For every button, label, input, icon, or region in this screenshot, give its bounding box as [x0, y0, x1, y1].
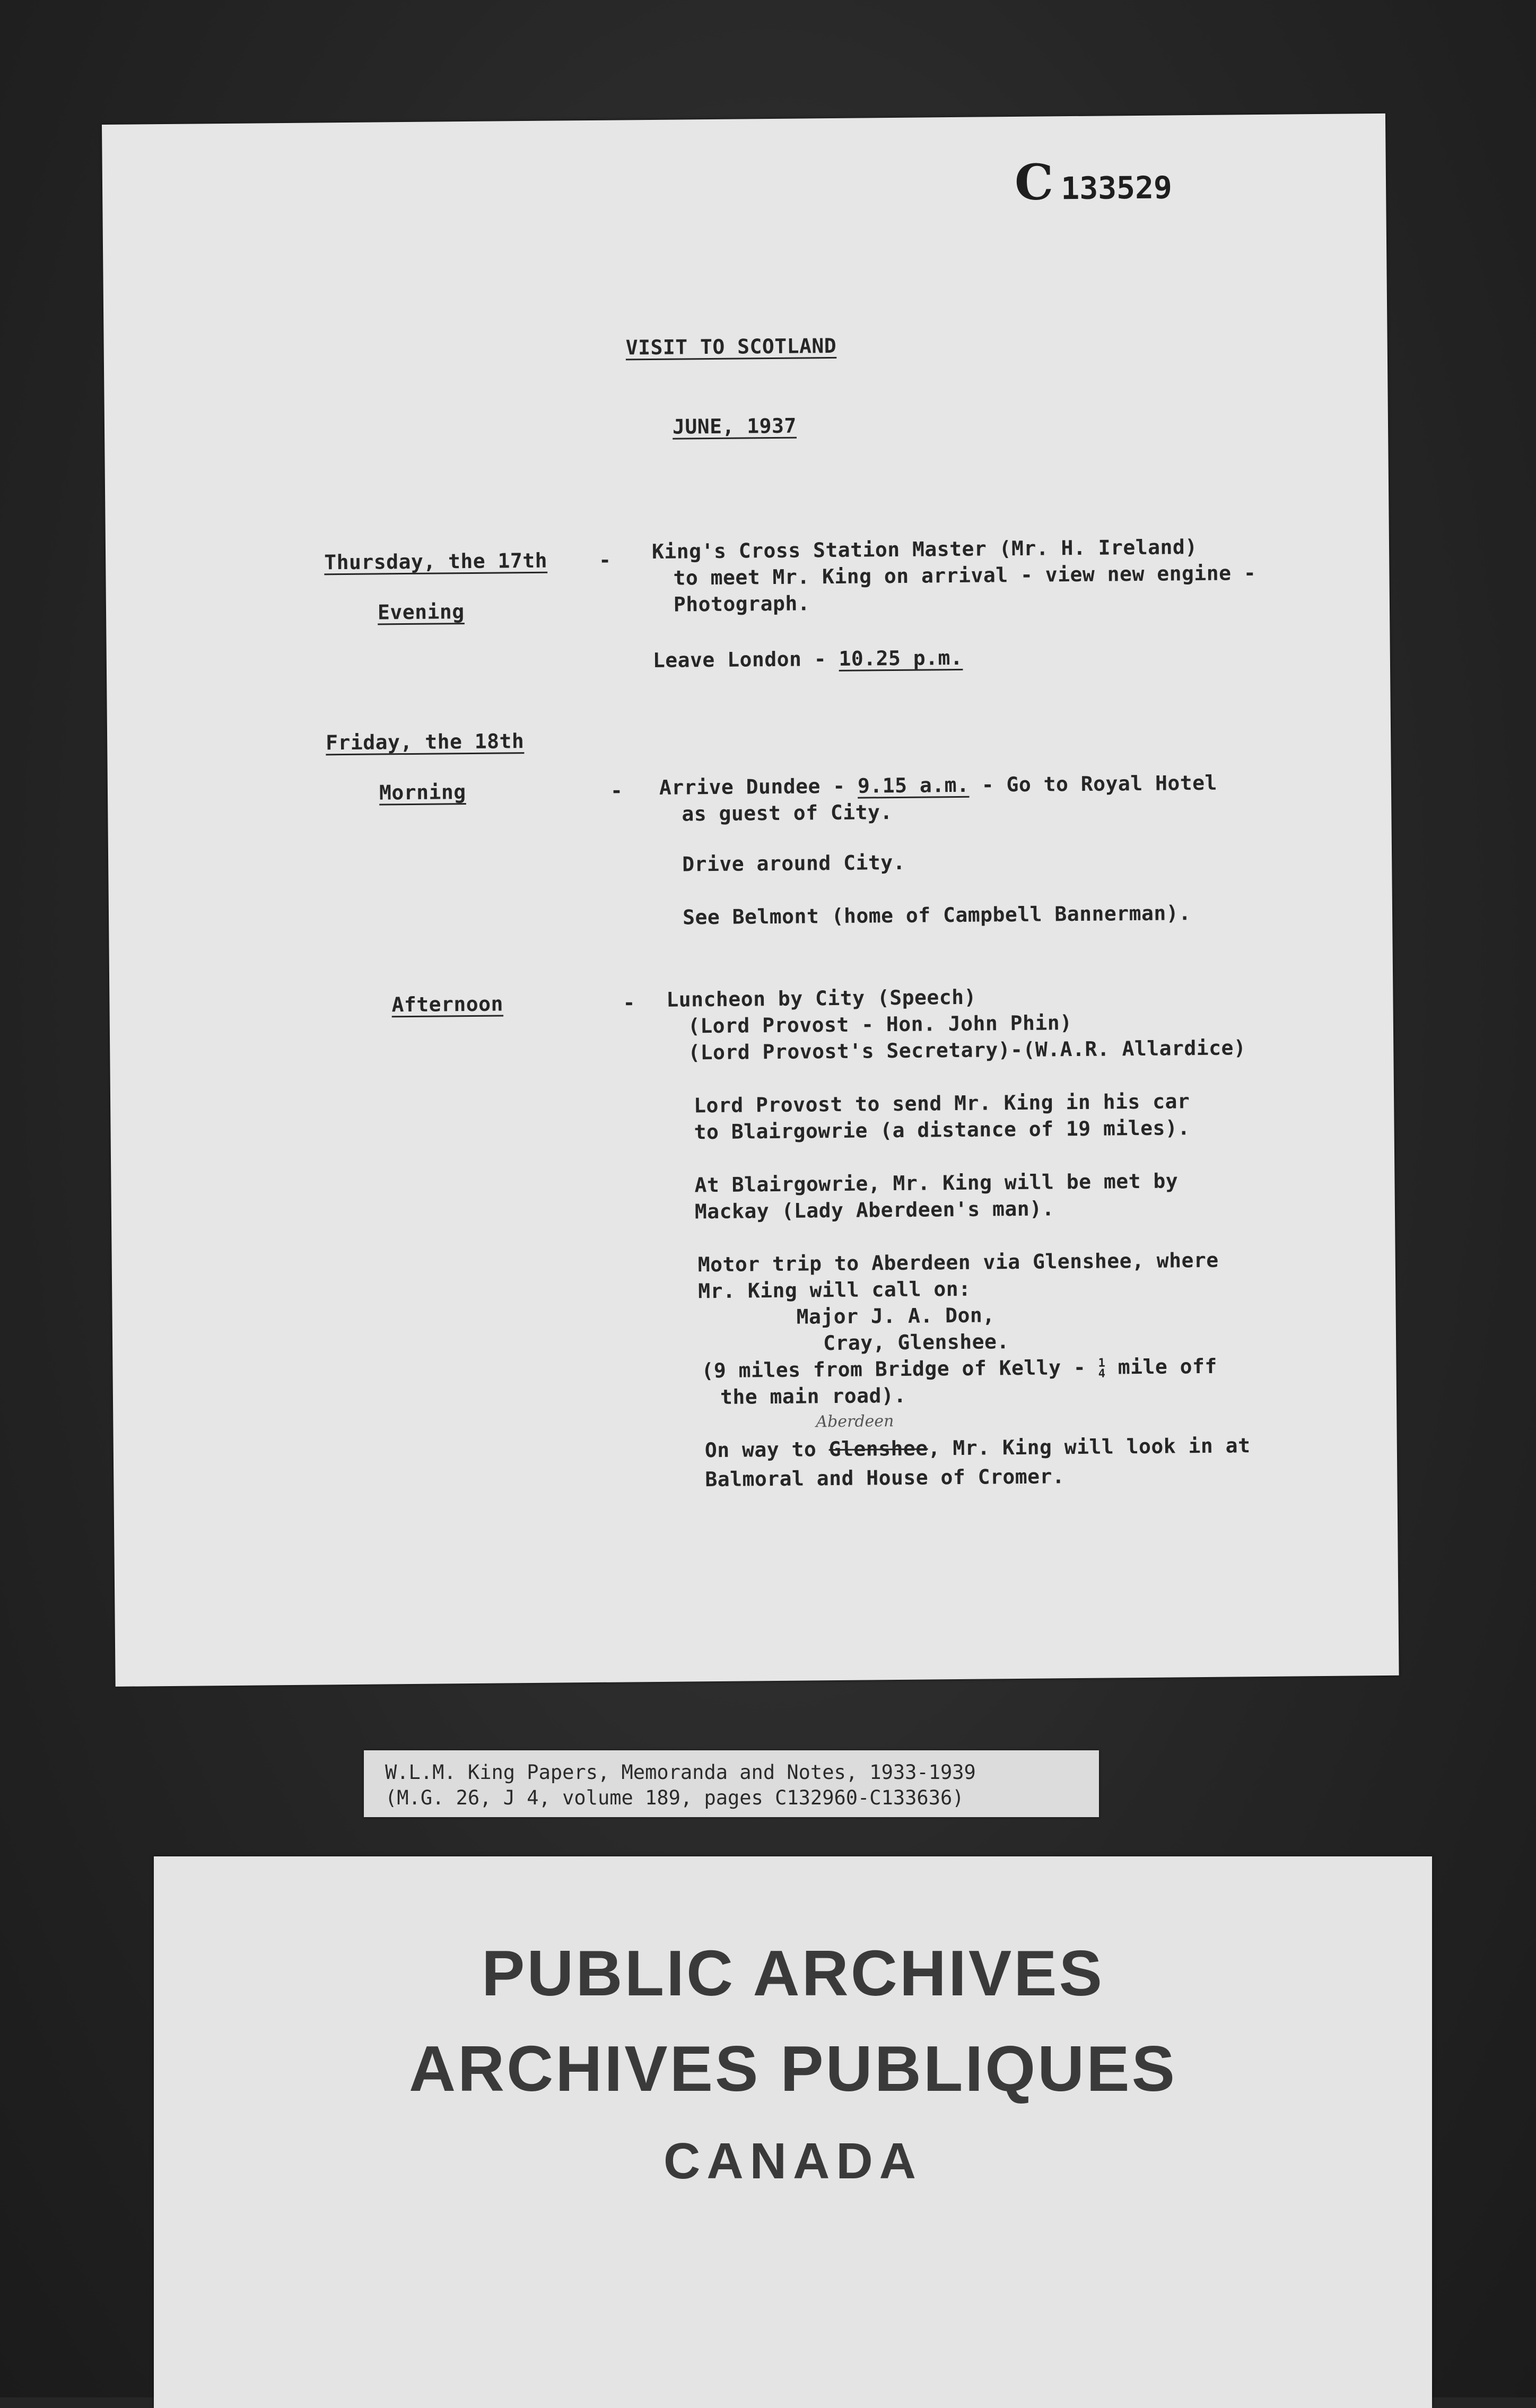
balmoral-line: Balmoral and House of Cromer.	[705, 1464, 1065, 1491]
handwritten-correction: Aberdeen	[816, 1412, 894, 1432]
quarter-fraction	[1098, 1358, 1105, 1379]
provost-line-2: to Blairgowrie (a distance of 19 miles).	[694, 1116, 1190, 1144]
document-number-prefix: C	[1014, 153, 1054, 211]
motor-trip-line-1: Motor trip to Aberdeen via Glenshee, where	[697, 1248, 1219, 1277]
afternoon-line-3: (Lord Provost's Secretary)-(W.A.R. Allardice)	[688, 1036, 1246, 1065]
morning-guest-line: as guest of City.	[682, 800, 893, 826]
morning-see-line: See Belmont (home of Campbell Bannerman).	[682, 901, 1191, 929]
morning-drive-line: Drive around City.	[682, 850, 906, 876]
miles-suffix: mile off	[1105, 1354, 1217, 1379]
on-way-suffix: , Mr. King will look in at	[928, 1434, 1251, 1460]
friday-afternoon-heading: Afternoon	[391, 992, 504, 1017]
leave-prefix: Leave London -	[652, 647, 839, 672]
archive-label-line-1: W.L.M. King Papers, Memoranda and Notes, 1933-1939	[385, 1761, 976, 1784]
arrive-prefix: Arrive Dundee -	[659, 774, 858, 799]
document-number	[1015, 152, 1173, 211]
afternoon-line-1: Luncheon by City (Speech)	[666, 985, 977, 1011]
on-way-line	[705, 1435, 1251, 1460]
archive-label-line-2: (M.G. 26, J 4, volume 189, pages C132960-C133636)	[385, 1786, 964, 1809]
typed-page	[102, 114, 1399, 1687]
leave-time: 10.25 p.m.	[839, 645, 963, 670]
archive-reference-label	[364, 1750, 1099, 1817]
document-number-value: 133529	[1061, 169, 1173, 207]
morning-dash: -	[610, 779, 623, 802]
on-way-prefix: On way to	[704, 1437, 829, 1462]
fraction-denominator: 4	[1098, 1367, 1106, 1381]
afternoon-dash: -	[623, 991, 636, 1015]
friday-morning-heading: Morning	[379, 780, 466, 805]
afternoon-line-2: (Lord Provost - Hon. John Phin)	[687, 1011, 1072, 1038]
provost-line-1: Lord Provost to send Mr. King in his car	[693, 1089, 1190, 1118]
fraction-numerator: 1	[1098, 1356, 1106, 1370]
struck-word: Glenshee	[828, 1436, 928, 1461]
miles-prefix: (9 miles from Bridge of Kelly -	[701, 1355, 1098, 1383]
thursday-dash: -	[599, 548, 612, 572]
motor-trip-line-2: Mr. King will call on:	[698, 1277, 971, 1303]
major-line: Major J. A. Don,	[796, 1303, 995, 1329]
thursday-line-1: King's Cross Station Master (Mr. H. Ireland)	[651, 535, 1198, 563]
page-subtitle: JUNE, 1937	[672, 414, 797, 439]
page-title: VISIT TO SCOTLAND	[625, 334, 837, 360]
archive-card	[154, 1856, 1432, 2408]
friday-day-heading: Friday, the 18th	[325, 729, 525, 755]
main-road-line: the main road).	[720, 1383, 906, 1409]
thursday-line-2: to meet Mr. King on arrival - view new engine -	[673, 561, 1256, 590]
thursday-leave-line	[652, 645, 963, 672]
blairgowrie-line-1: At Blairgowrie, Mr. King will be met by	[694, 1169, 1179, 1197]
archive-card-line-1: PUBLIC ARCHIVES	[482, 1937, 1104, 2009]
thursday-line-3: Photograph.	[673, 591, 810, 616]
arrive-suffix: - Go to Royal Hotel	[969, 771, 1218, 797]
arrive-time: 9.15 a.m.	[857, 773, 970, 798]
blairgowrie-line-2: Mackay (Lady Aberdeen's man).	[694, 1197, 1055, 1224]
archive-card-line-2: ARCHIVES PUBLIQUES	[408, 2032, 1177, 2105]
thursday-day-heading: Thursday, the 17th	[324, 548, 548, 574]
thursday-period-heading: Evening	[377, 600, 465, 624]
cray-line: Cray, Glenshee.	[823, 1330, 1009, 1355]
miles-line	[701, 1356, 1217, 1383]
morning-arrive-line	[659, 773, 1217, 798]
archive-card-line-3: CANADA	[664, 2133, 922, 2189]
